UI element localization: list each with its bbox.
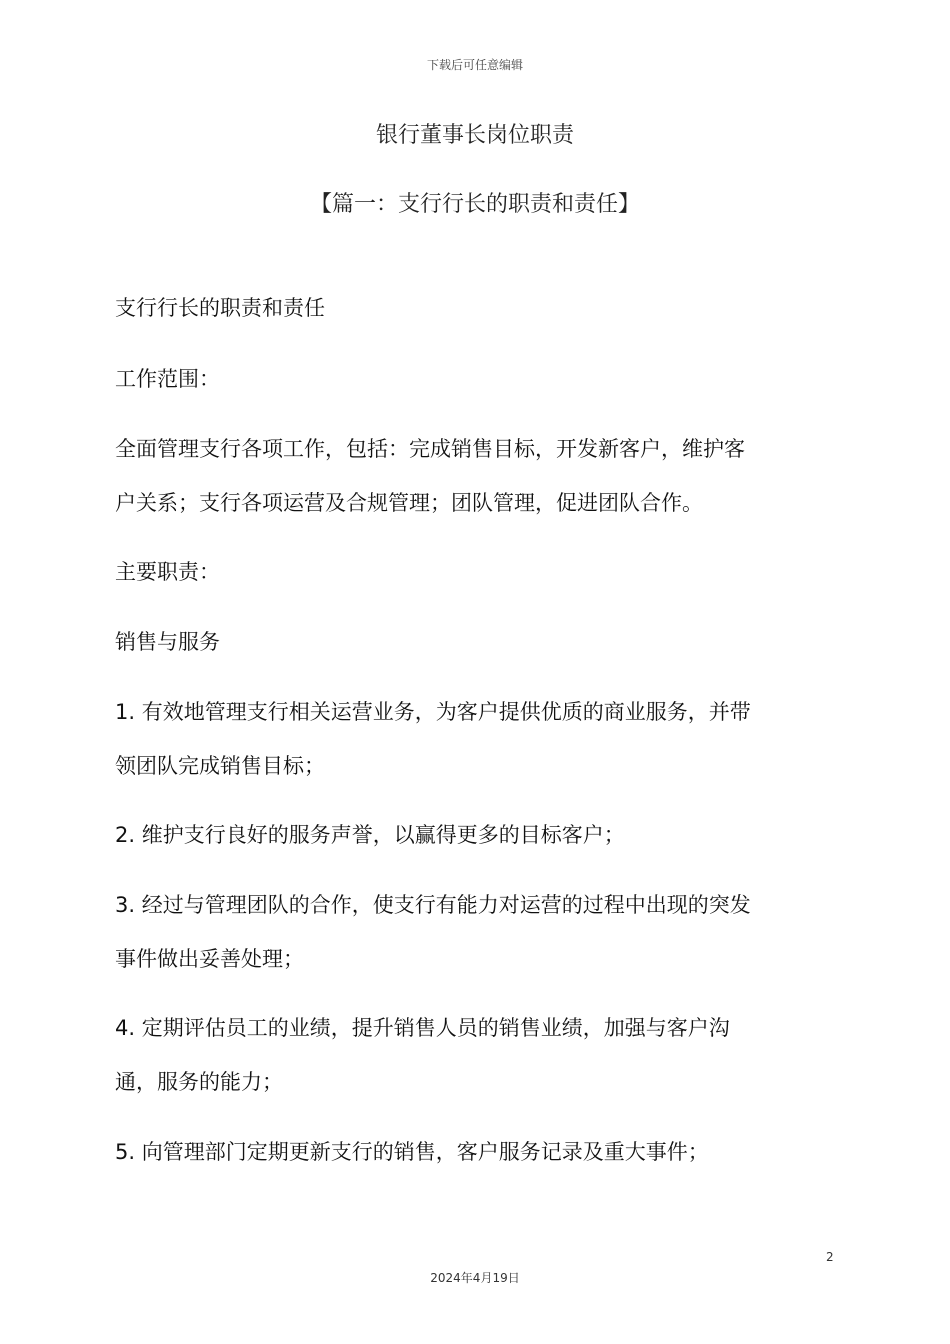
- list-item-1-line-2: 领团队完成销售目标；: [115, 754, 325, 778]
- list-item-4-line-1: 4. 定期评估员工的业绩，提升销售人员的销售业绩，加强与客户沟: [115, 1016, 730, 1040]
- list-item-3-line-2: 事件做出妥善处理；: [115, 947, 304, 971]
- list-item-2: 2. 维护支行良好的服务声誉，以赢得更多的目标客户；: [115, 823, 625, 847]
- section-heading: 【篇一：支行行长的职责和责任】: [309, 192, 640, 217]
- paragraph-scope-label: 工作范围：: [115, 367, 220, 391]
- list-item-3-line-1: 3. 经过与管理团队的合作，使支行有能力对运营的过程中出现的突发: [115, 893, 751, 917]
- paragraph-sales-service: 销售与服务: [115, 630, 220, 654]
- paragraph-heading: 支行行长的职责和责任: [115, 296, 325, 320]
- header-note: 下载后可任意编辑: [426, 58, 523, 72]
- list-item-5: 5. 向管理部门定期更新支行的销售，客户服务记录及重大事件；: [115, 1140, 709, 1164]
- paragraph-duties-label: 主要职责：: [115, 560, 220, 584]
- list-item-1-line-1: 1. 有效地管理支行相关运营业务，为客户提供优质的商业服务，并带: [115, 700, 751, 724]
- page-number: 2: [826, 1250, 834, 1264]
- list-item-4-line-2: 通，服务的能力；: [115, 1070, 283, 1094]
- paragraph-scope-line-1: 全面管理支行各项工作，包括：完成销售目标，开发新客户，维护客: [115, 437, 745, 461]
- paragraph-scope-line-2: 户关系；支行各项运营及合规管理；团队管理，促进团队合作。: [115, 491, 703, 515]
- footer-date: 2024年4月19日: [430, 1271, 520, 1285]
- document-title: 银行董事长岗位职责: [375, 123, 574, 148]
